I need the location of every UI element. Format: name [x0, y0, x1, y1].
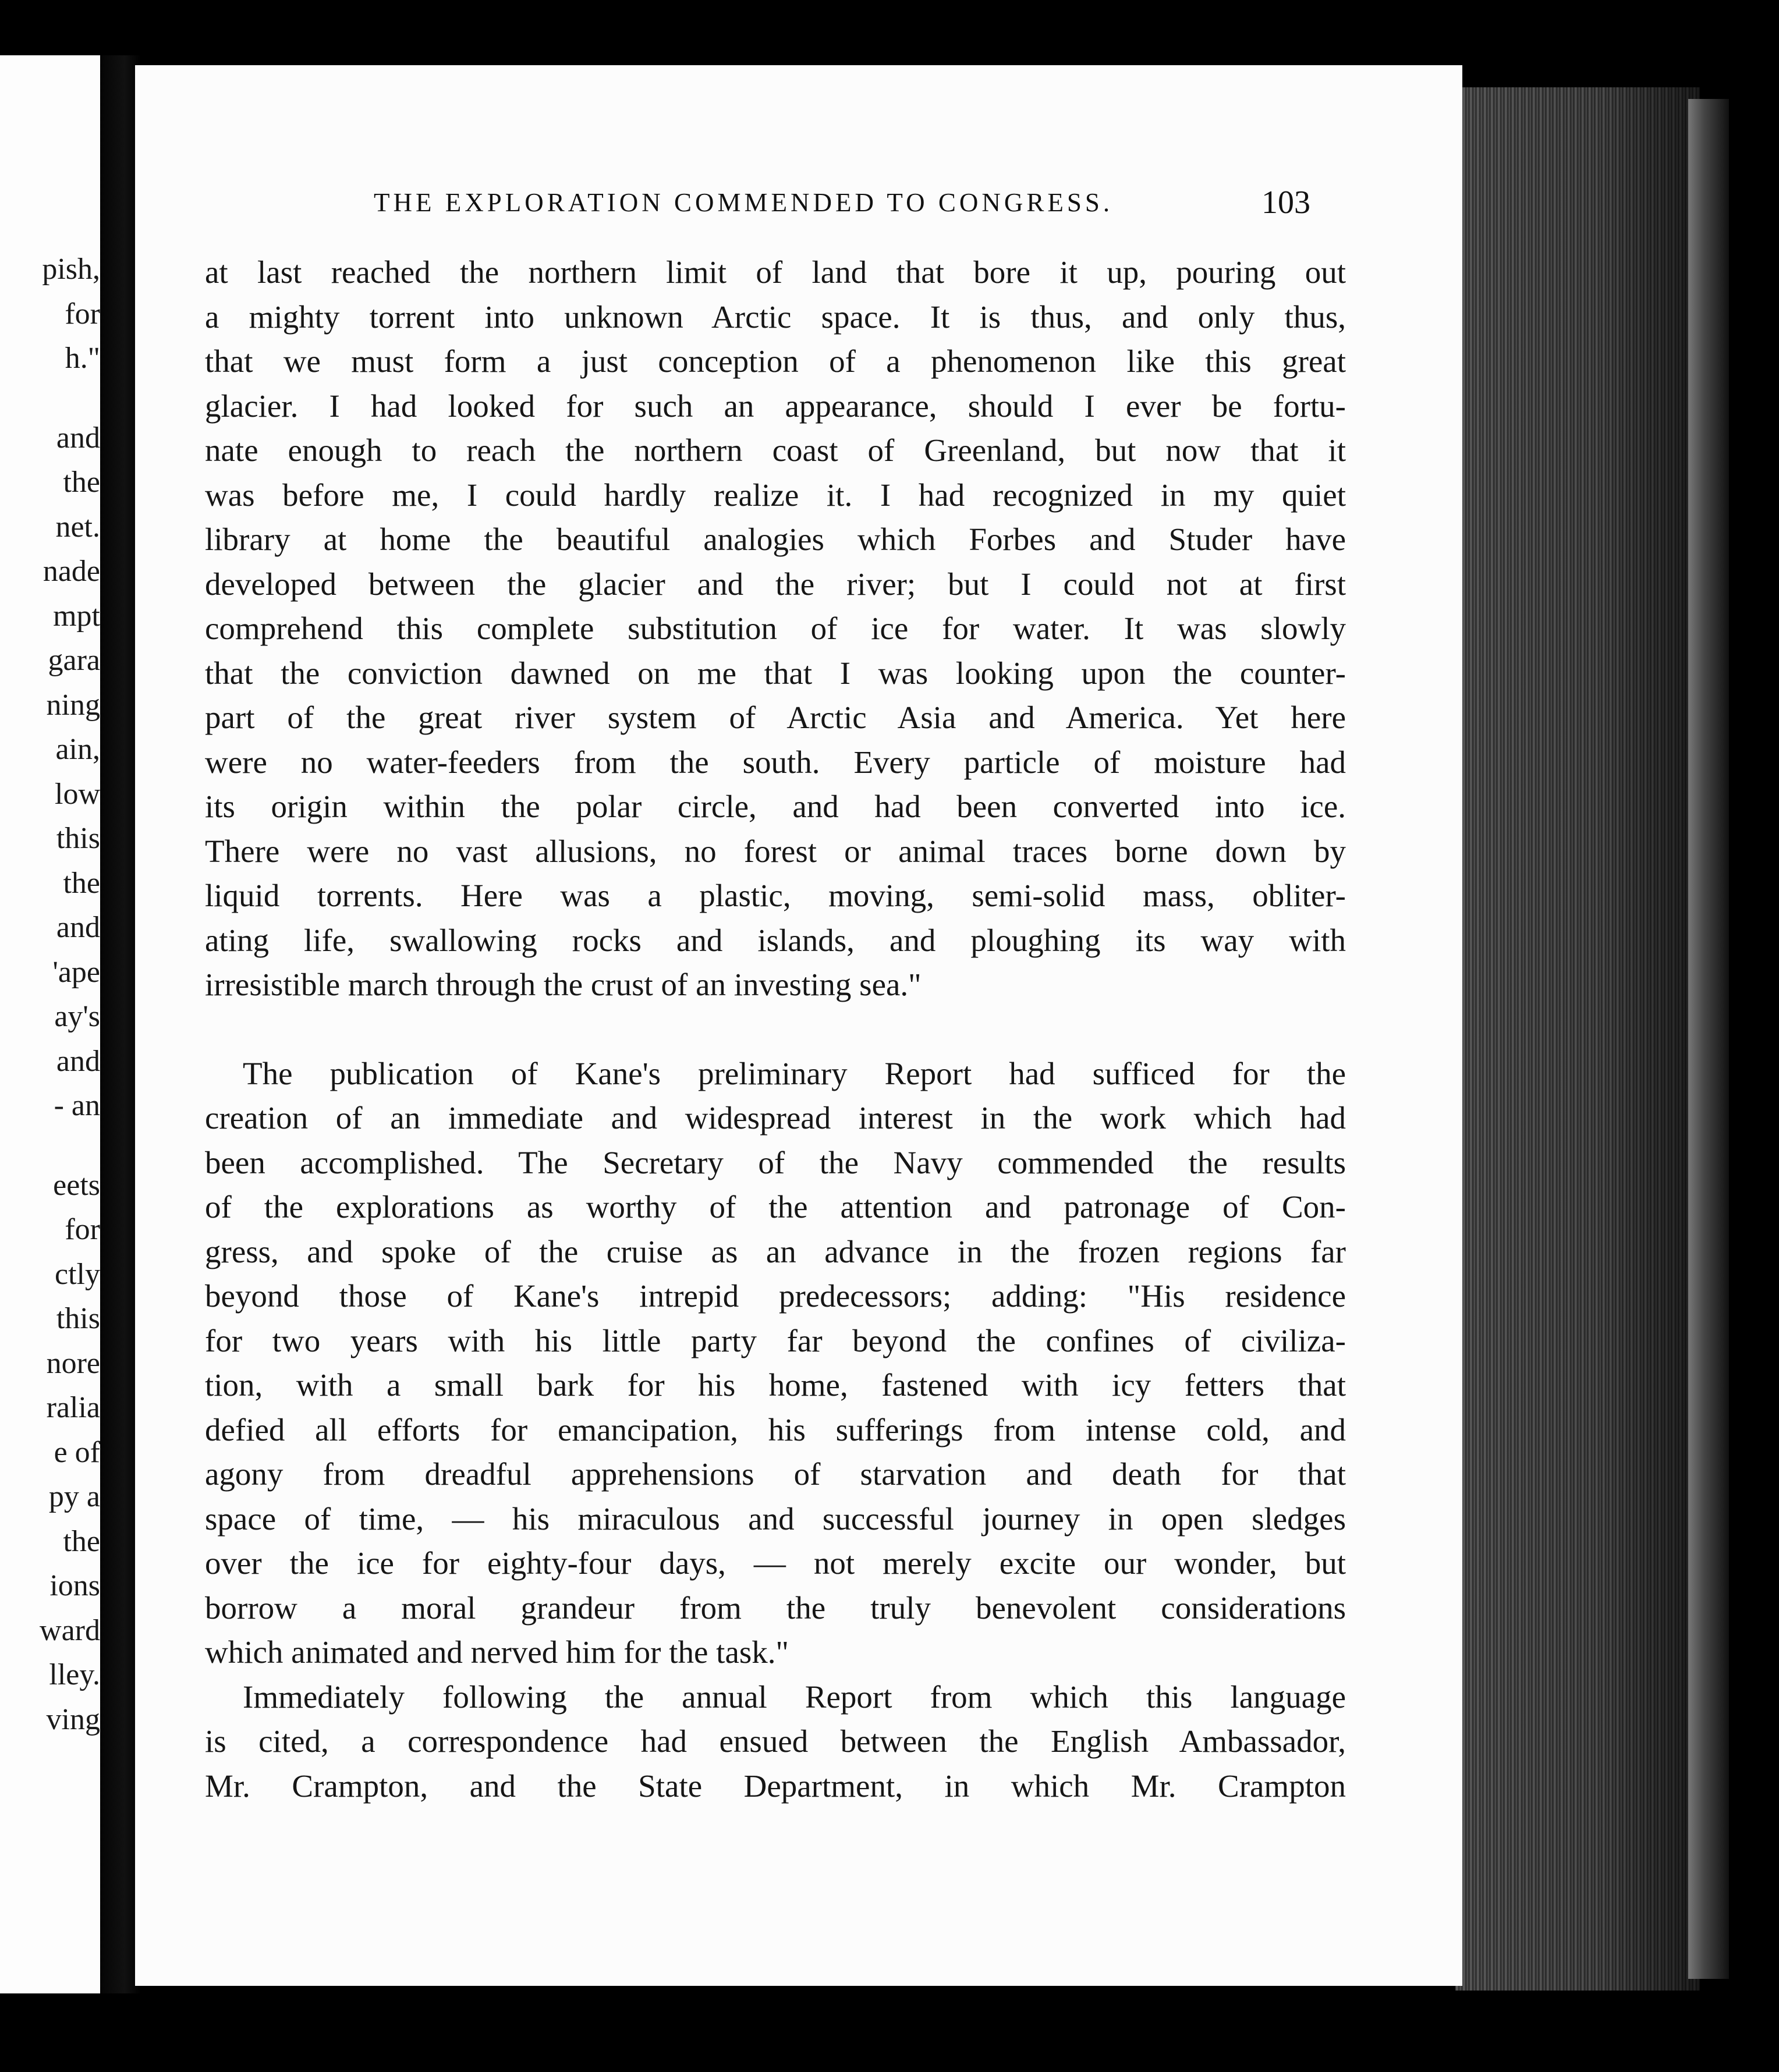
- text-line: its origin within the polar circle, and had been converted into ice.: [205, 789, 1346, 824]
- left-fragment-gap: [0, 381, 100, 416]
- left-fragment: the: [63, 466, 100, 499]
- text-line: been accomplished. The Secretary of the Navy commended the results: [205, 1144, 1346, 1180]
- book-cover-edge: [1688, 99, 1729, 1979]
- text-line: at last reached the northern limit of land that bore it up, pouring out: [205, 254, 1346, 290]
- running-head: [135, 187, 1462, 234]
- left-fragment: low: [55, 777, 100, 811]
- left-fragment-gap: [0, 1129, 100, 1163]
- left-fragment: h.": [65, 342, 100, 375]
- text-line: of the explorations as worthy of the attention and patronage of Con-: [205, 1189, 1346, 1225]
- text-line: comprehend this complete substitution of ice for water. It was slowly: [205, 611, 1346, 646]
- text-line: beyond those of Kane's intrepid predecessors; adding: "His residence: [205, 1278, 1346, 1314]
- body-text: [205, 250, 1346, 1808]
- left-fragment: this: [56, 822, 100, 855]
- left-fragment: nore: [46, 1346, 100, 1380]
- left-fragment: this: [56, 1302, 100, 1335]
- text-line: over the ice for eighty-four days, — not merely excite our wonder, but: [205, 1545, 1346, 1581]
- text-line: creation of an immediate and widespread interest in the work which had: [205, 1100, 1346, 1136]
- left-fragment: ward: [40, 1613, 100, 1647]
- left-fragment: ctly: [55, 1257, 100, 1291]
- left-fragment: net.: [55, 510, 100, 544]
- paragraph-gap: [205, 1007, 1346, 1052]
- left-fragment: 'ape: [52, 955, 100, 989]
- left-fragment: nade: [42, 555, 100, 588]
- paragraph-1: [205, 250, 1346, 1007]
- left-fragment: mpt: [53, 599, 100, 633]
- left-fragment: ions: [49, 1569, 100, 1602]
- text-line: borrow a moral grandeur from the truly benevolent considerations: [205, 1590, 1346, 1626]
- text-line: tion, with a small bark for his home, fastened with icy fetters that: [205, 1367, 1346, 1403]
- text-line: gress, and spoke of the cruise as an advance in the frozen regions far: [205, 1233, 1346, 1269]
- text-line: is cited, a correspondence had ensued between the English Ambassador,: [205, 1723, 1346, 1759]
- book-page: [135, 65, 1462, 1986]
- text-line: was before me, I could hardly realize it. I had recognized in my quiet: [205, 477, 1346, 513]
- text-line: were no water-feeders from the south. Every particle of moisture had: [205, 744, 1346, 780]
- left-fragment: for: [65, 297, 100, 331]
- text-line: part of the great river system of Arctic Asia and America. Yet here: [205, 700, 1346, 735]
- text-line: irresistible march through the crust of an investing sea.": [205, 967, 922, 1002]
- text-line: There were no vast allusions, no forest or animal traces borne down by: [205, 833, 1346, 869]
- text-line: Mr. Crampton, and the State Department, in which Mr. Crampton: [205, 1768, 1346, 1804]
- text-line: ating life, swallowing rocks and islands, and ploughing its way with: [205, 922, 1346, 958]
- text-line: The publication of Kane's preliminary Report had sufficed for the: [243, 1055, 1346, 1091]
- page-edges-shadow: [1455, 87, 1700, 1991]
- text-line: library at home the beautiful analogies which Forbes and Studer have: [205, 521, 1346, 557]
- text-line: space of time, — his miraculous and successful journey in open sledges: [205, 1500, 1346, 1537]
- left-fragment: the: [63, 866, 100, 900]
- text-line: liquid torrents. Here was a plastic, moving, semi-solid mass, obliter-: [205, 878, 1346, 913]
- left-facing-page: [0, 55, 105, 1993]
- left-fragment: ning: [46, 688, 100, 722]
- text-line: a mighty torrent into unknown Arctic space. It is thus, and only thus,: [205, 299, 1346, 335]
- page-number: 103: [1261, 185, 1310, 221]
- text-line: Immediately following the annual Report from which this language: [243, 1679, 1346, 1715]
- paragraph-2: [205, 1052, 1346, 1675]
- left-fragment: eets: [53, 1168, 100, 1202]
- left-fragment: e of: [54, 1435, 100, 1469]
- left-fragment: the: [63, 1524, 100, 1558]
- left-fragment: and: [56, 1044, 100, 1078]
- text-line: that the conviction dawned on me that I was looking upon the counter-: [205, 655, 1346, 691]
- left-fragment: ay's: [54, 1000, 100, 1033]
- left-fragment: ving: [46, 1702, 100, 1736]
- text-line: agony from dreadful apprehensions of starvation and death for that: [205, 1456, 1346, 1492]
- left-fragment: lley.: [49, 1658, 100, 1691]
- left-fragment: ralia: [46, 1391, 100, 1424]
- running-title: THE EXPLORATION COMMENDED TO CONGRESS.: [374, 188, 1114, 217]
- text-line: that we must form a just conception of a phenomenon like this great: [205, 343, 1346, 379]
- left-fragment: and: [56, 911, 100, 944]
- text-line: for two years with his little party far beyond the confines of civiliza-: [205, 1322, 1346, 1358]
- text-line: glacier. I had looked for such an appearance, should I ever be fortu-: [205, 388, 1346, 424]
- paragraph-3: [205, 1675, 1346, 1809]
- left-page-text-fragments: [0, 247, 100, 1742]
- left-fragment: py a: [48, 1480, 100, 1513]
- text-line: which animated and nerved him for the task.": [205, 1634, 789, 1670]
- left-fragment: pish,: [42, 253, 100, 286]
- text-line: nate enough to reach the northern coast of Greenland, but now that it: [205, 432, 1346, 468]
- left-fragment: ain,: [55, 733, 100, 766]
- left-fragment: and: [56, 421, 100, 455]
- left-fragment: gara: [48, 644, 100, 677]
- left-fragment: for: [65, 1213, 100, 1246]
- left-fragment: - an: [54, 1089, 100, 1122]
- text-line: developed between the glacier and the river; but I could not at first: [205, 566, 1346, 602]
- text-line: defied all efforts for emancipation, his sufferings from intense cold, and: [205, 1411, 1346, 1447]
